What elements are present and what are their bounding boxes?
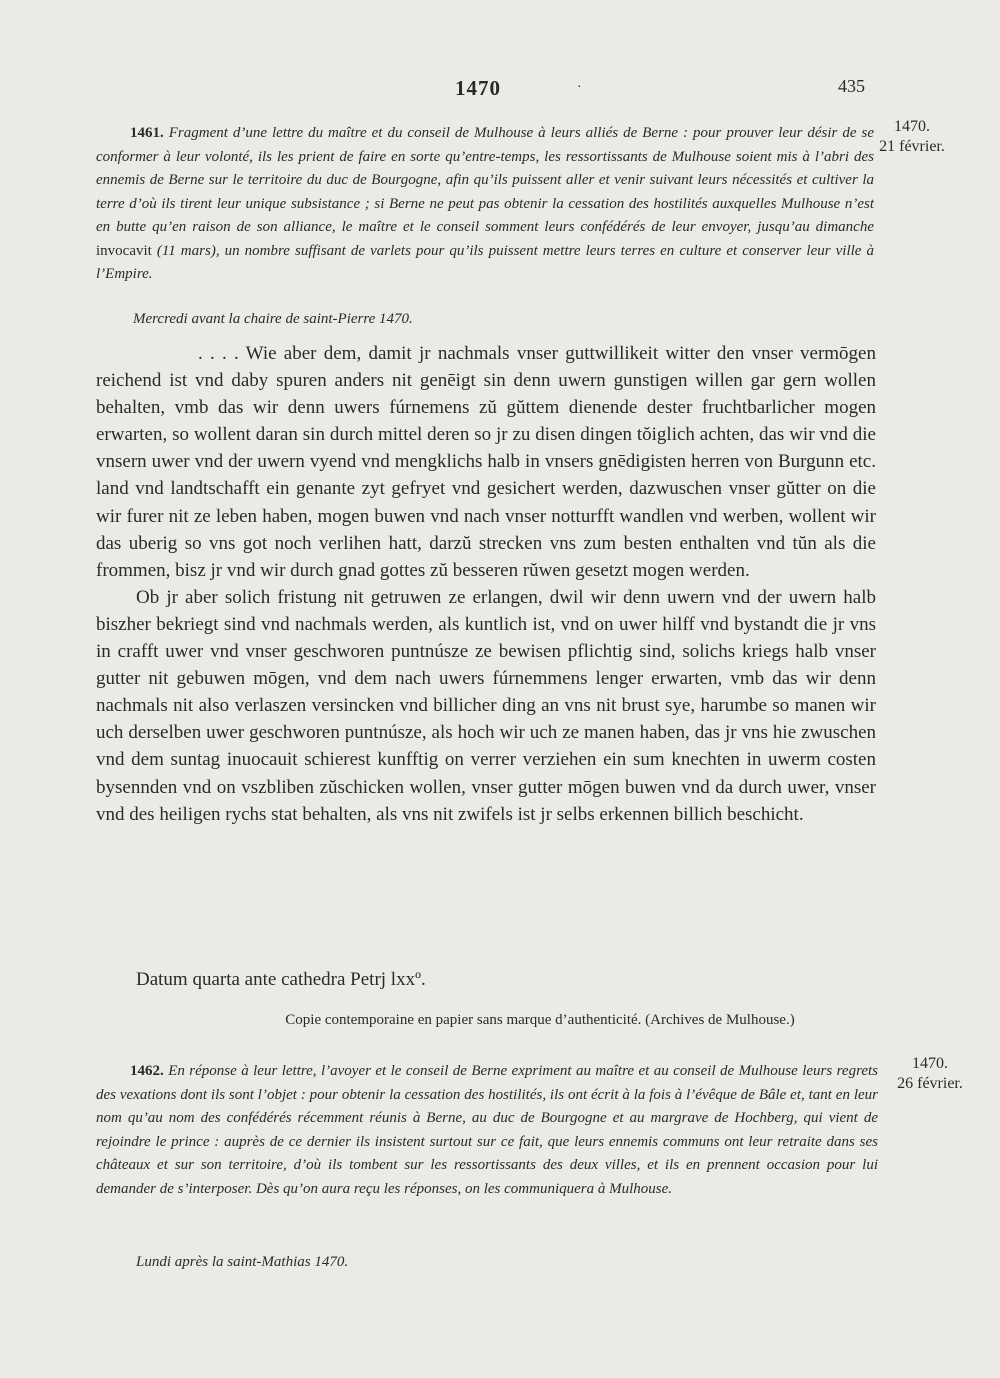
- entry-number: 1462: [130, 1063, 160, 1079]
- margin-date-1462: [880, 1054, 980, 1094]
- letter-text: [96, 340, 876, 828]
- running-head-year: 1470: [455, 76, 501, 100]
- letter-paragraph: . . . . Wie aber dem, damit jr nachmals vnser guttwillikeit witter den vnser vermōgen reichend ist vnd daby spuren anders nit genēigt sin denn uwern gunstigen willen gar gern wollen behalten, vmb das wir denn uwers fúrnemens zŭ gŭttem dienende dester fruchtbarlicher mogen erwarten, so wollent daran sin durch mittel deren so jr zu disen dingen tŏiglich achten, das wir vnd die vnsern uwer vnd der uwern vyend vnd mengklichs halb in vnsers gnēdigisten herren von Burgunn etc. land vnd landtschafft ein genante zyt gefryet vnd gesichert werden, dazwuschen vnser gŭtter on die wir furer nit ze leben haben, mogen buwen vnd nach vnser notturfft wandlen vnd werben, wollent wir das uberig so vns got noch verlihen hatt, darzŭ strecken vns zum besten enthalten vnd tŭn als die frommen, bisz jr vnd wir durch gnad gottes zŭ besseren rŭwen gesetzt mogen werden.: [96, 343, 876, 581]
- margin-year: 1470.: [912, 1055, 948, 1072]
- margin-day: 26 février.: [897, 1075, 963, 1092]
- source-note: Copie contemporaine en papier sans marque d’authenticité. (Archives de Mulhouse.): [285, 1012, 795, 1028]
- running-head-dot: ·: [577, 80, 582, 95]
- letter-paragraph: Ob jr aber solich fristung nit getruwen ze erlangen, dwil wir denn uwern vnd der uwern halb biszher bekriegt sind vnd nachmals werden, als kuntlich ist, vnd on uwer hilff vnd bystandt die jr vns in crafft uwer vnd vnser geschworen puntnúsze ze bewisen pflichtig sind, solichs kriegs halb vnser gutter nit gebuwen mōgen, vnd dem nach uwers fúrnemmens lenger erwarten, vmb das wir denn nachmals nit also verlaszen versincken vnd billicher ding an vns nit brust sye, harumbe so manen wir uch derselben uwer geschworen puntnúsze, als hoch wir uch ze manen haben, das jr vns hie zwuschen vnd dem suntag inuocauit schierest kunfftig on verrer verziehen ein sum knechten in uwerm costen bysennden vnd on vszbliben zŭschicken wollen, vnser gutter mōgen buwen vnd da durch uwer, vnser vnd des heiligen rychs stat behalten, als vns nit zwifels ist jr selbs erkennen billich beschicht.: [96, 586, 876, 825]
- margin-day: 21 février.: [879, 138, 945, 155]
- summary-text-roman: invocavit: [96, 242, 152, 259]
- entry-summary-1461: 1461. Fragment d’une lettre du maître et du conseil de Mulhouse à leurs alliés de Berne : pour prouver leur désir de se conformer à leur volonté, ils les prient de faire en sorte qu’entre-temps, les ressortissants de Mulhouse soient mis à l’abri des ennemis de Berne sur le territoire du duc de Bourgogne, afin qu’ils puissent aller et venir suivant leurs nécessités et cultiver la terre d’où ils tirent leur unique subsistance ; si Berne ne peut pas obtenir la cessation des hostilités auxquelles Mulhouse n’est en butte qu’en raison de son alliance, le maître et le conseil somment leurs confédérés de leur envoyer, jusqu’au dimanche invocavit (11 mars), un nombre suffisant de varlets pour qu’ils puissent mettre leurs terres en culture et conserver leur ville à l’Empire.: [96, 125, 874, 282]
- summary-text: En réponse à leur lettre, l’avoyer et le conseil de Berne expriment au maître et au conseil de Mulhouse leurs regrets des vexations dont ils sont l’objet : pour obtenir la cessation des hostilités, ils ont écrit à la fois à l’évêque de Bâle et, tant en leur nom qu’au nom des confédérés récemment réunis à Berne, au duc de Bourgogne et au margrave de Hochberg, qui vient de rejoindre le prince : auprès de ce dernier ils insistent surtout sur ce fait, que leurs ennemis communs ont leur retraite dans ses châteaux et sur son territoire, d’où ils tombent sur les ressortissants des deux villes, et ils en prennent occasion pour lui demander de s’interposer. Dès qu’on aura reçu les réponses, on les communiquera à Mulhouse.: [96, 1063, 879, 1197]
- margin-date-1461: [862, 117, 962, 157]
- entry-dateline-1461: Mercredi avant la chaire de saint-Pierre 1470.: [133, 311, 413, 327]
- page-number: 435: [838, 76, 865, 96]
- summary-text-end: (11 mars), un nombre suffisant de varlets pour qu’ils puissent mettre leurs terres en culture et conserver leur ville à l’Empire.: [96, 242, 874, 282]
- entry-dateline-1462: Lundi après la saint-Mathias 1470.: [136, 1254, 349, 1270]
- entry-summary-1462: 1462. En réponse à leur lettre, l’avoyer et le conseil de Berne expriment au maître et au conseil de Mulhouse leurs regrets des vexations dont ils sont l’objet : pour obtenir la cessation des hostilités, ils ont écrit à la fois à l’évêque de Bâle et, tant en leur nom qu’au nom des confédérés récemment réunis à Berne, au duc de Bourgogne et au margrave de Hochberg, qui vient de rejoindre le prince : auprès de ce dernier ils insistent surtout sur ce fait, que leurs ennemis communs ont leur retraite dans ses châteaux et sur son territoire, d’où ils tombent sur les ressortissants des deux villes, et ils en prennent occasion pour lui demander de s’interposer. Dès qu’on aura reçu les réponses, on les communiquera à Mulhouse.: [96, 1063, 879, 1197]
- letter-datum: Datum quarta ante cathedra Petrj lxxº.: [136, 969, 426, 990]
- margin-year: 1470.: [894, 118, 930, 135]
- entry-number: 1461: [130, 125, 160, 141]
- summary-text: Fragment d’une lettre du maître et du conseil de Mulhouse à leurs alliés de Berne : pour prouver leur désir de se conformer à leur volonté, ils les prient de faire en sorte qu’entre-temps, les ressortissants de Mulhouse soient mis à l’abri des ennemis de Berne sur le territoire du duc de Bourgogne, afin qu’ils puissent aller et venir suivant leurs nécessités et cultiver la terre d’où ils tirent leur unique subsistance ; si Berne ne peut pas obtenir la cessation des hostilités auxquelles Mulhouse n’est en butte qu’en raison de son alliance, le maître et le conseil somment leurs confédérés de leur envoyer, jusqu’au dimanche: [96, 125, 874, 235]
